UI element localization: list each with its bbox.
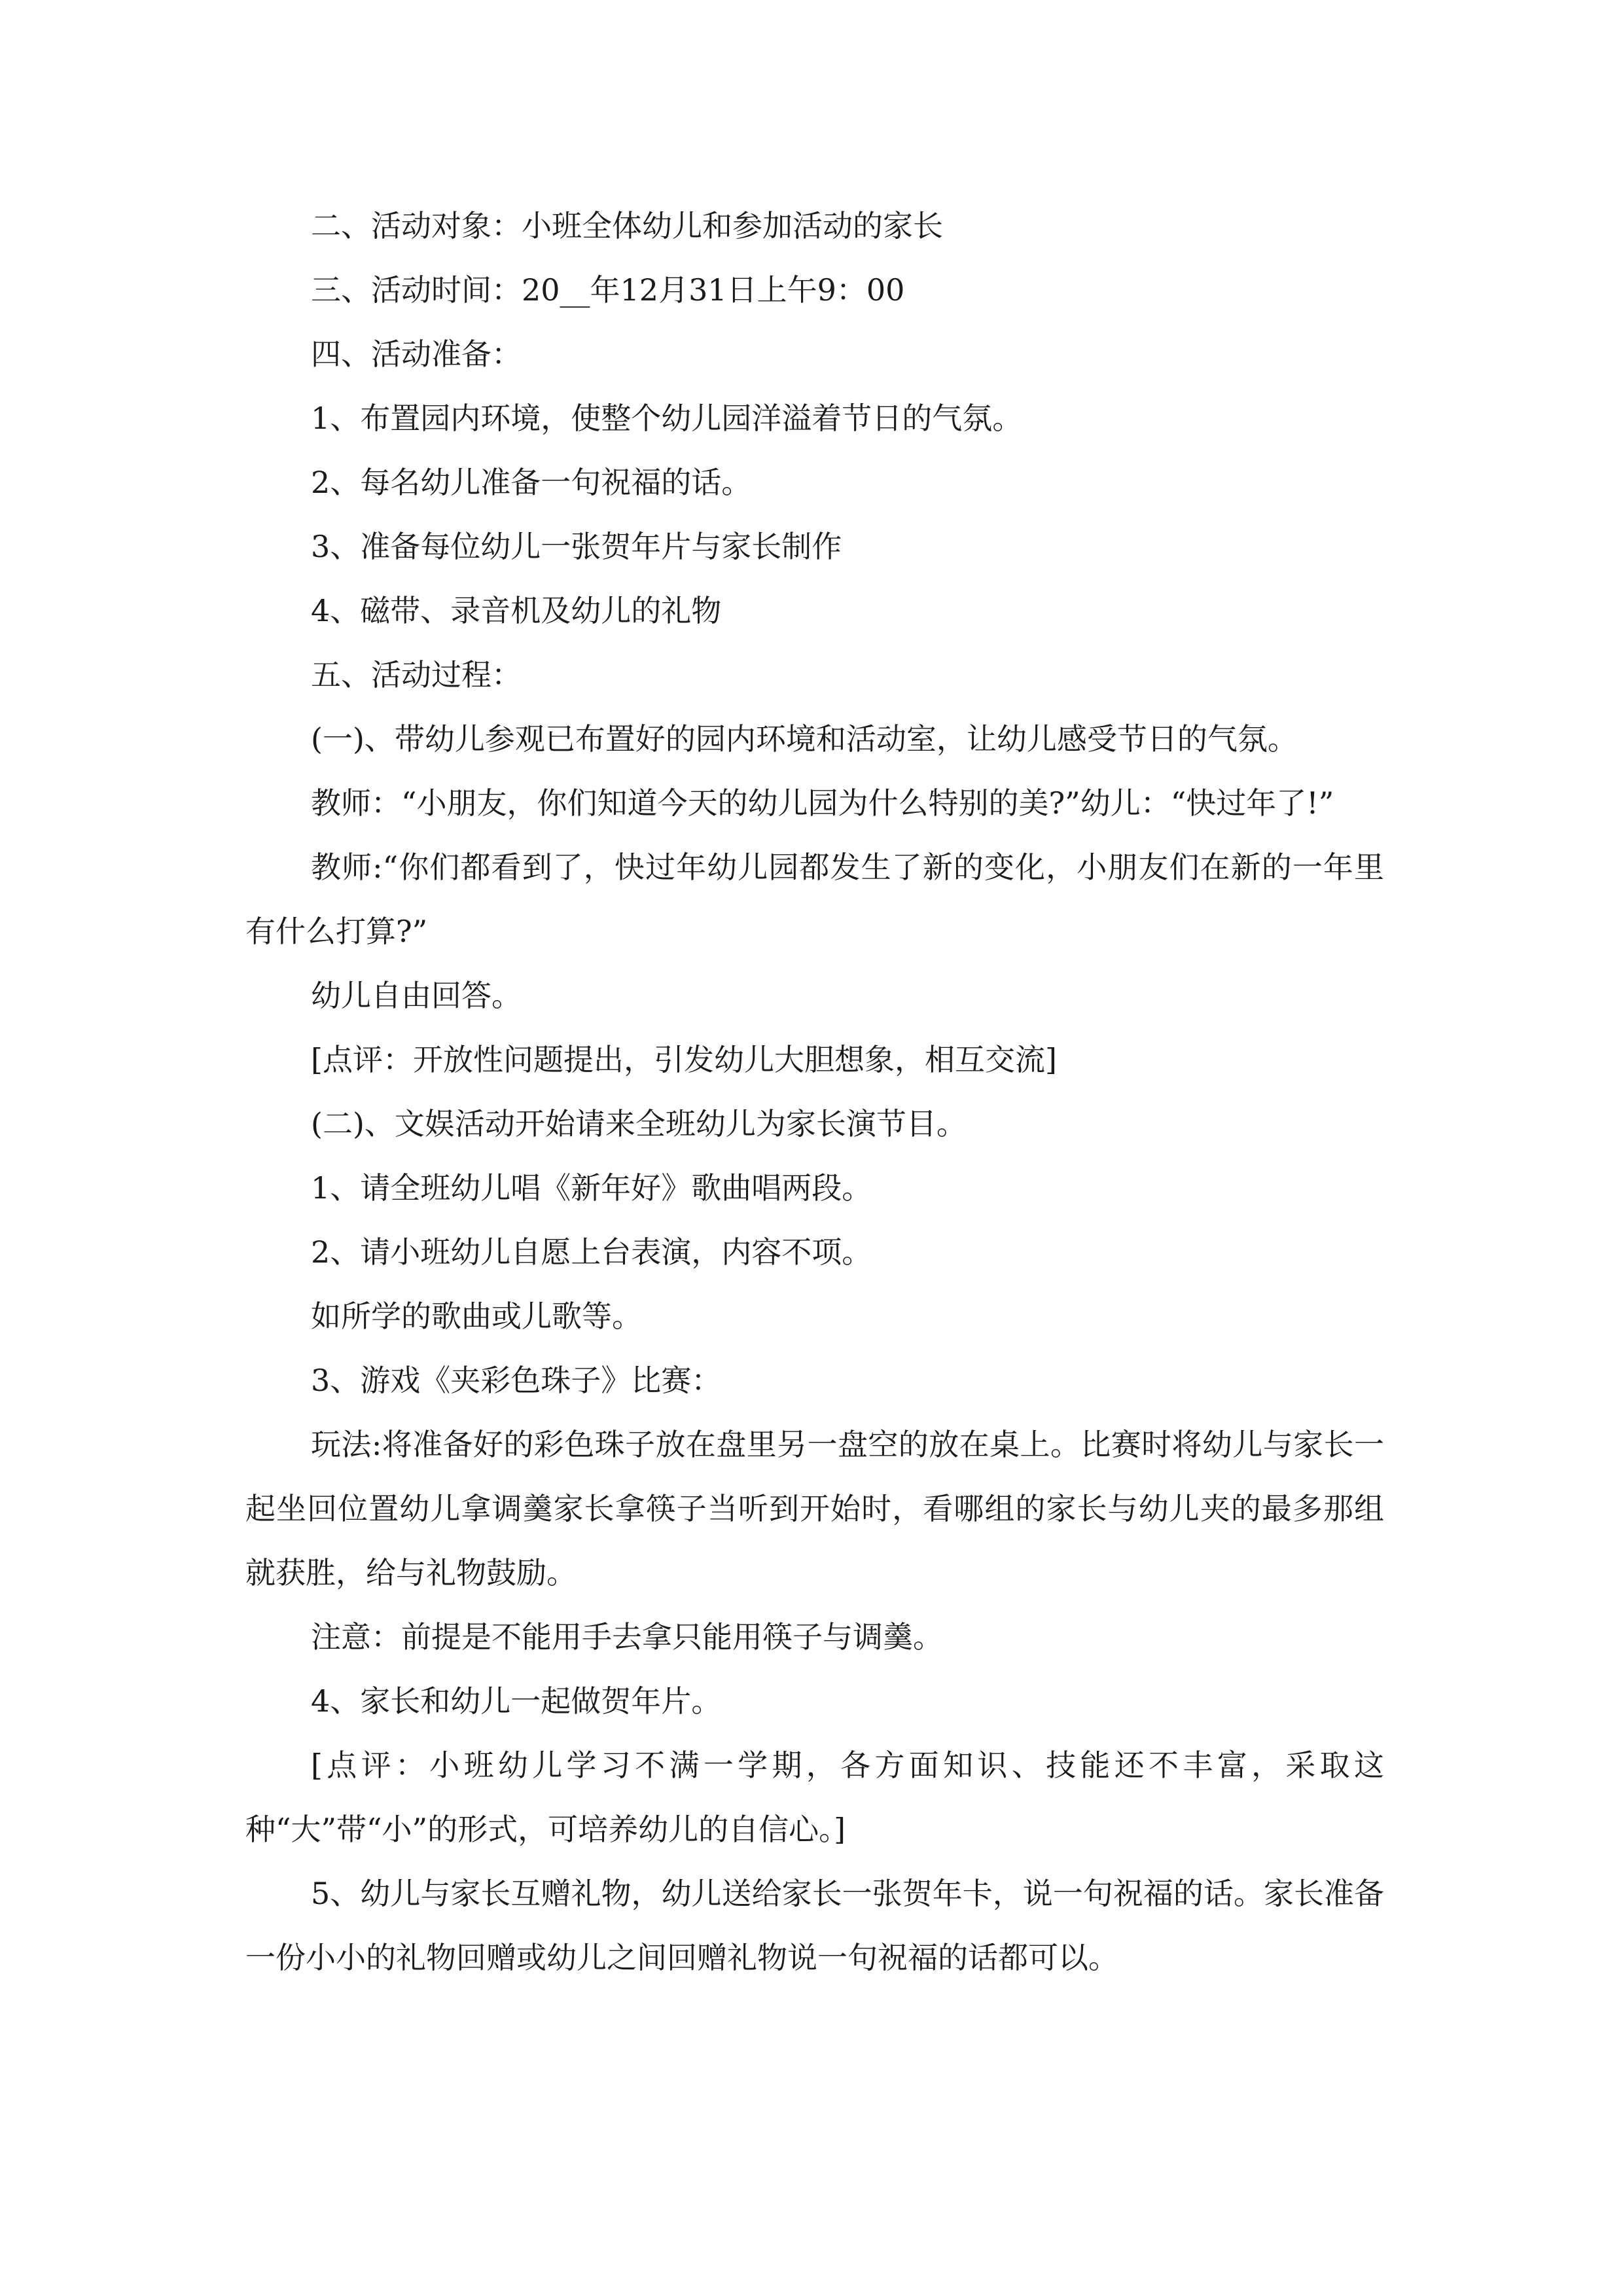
- paragraph-preparation-3: 3、准备每位幼儿一张贺年片与家长制作: [311, 529, 842, 564]
- paragraph-preparation-2: 2、每名幼儿准备一句祝福的话。: [311, 465, 752, 500]
- paragraph-game-title: 3、游戏《夹彩色珠子》比赛：: [311, 1363, 722, 1398]
- paragraph-program-2: 2、请小班幼儿自愿上台表演，内容不项。: [311, 1234, 872, 1270]
- paragraph-comment-2: [点评：小班幼儿学习不满一学期，各方面知识、技能还不丰富，采取这种“大”带“小”的形式，可培养幼儿的自信心。]: [245, 1748, 1384, 1847]
- paragraph-game-note: 注意：前提是不能用手去拿只能用筷子与调羹。: [311, 1619, 943, 1655]
- paragraph-activity-target: 二、活动对象：小班全体幼儿和参加活动的家长: [311, 208, 943, 243]
- paragraph-process-part-1: (一)、带幼儿参观已布置好的园内环境和活动室，让幼儿感受节日的气氛。: [311, 721, 1298, 757]
- paragraph-game-rules: 玩法:将准备好的彩色珠子放在盘里另一盘空的放在桌上。比赛时将幼儿与家长一起坐回位置幼儿拿调羹家长拿筷子当听到开始时，看哪组的家长与幼儿夹的最多那组就获胜，给与礼物鼓励。: [245, 1427, 1384, 1590]
- paragraph-gift-exchange: 5、幼儿与家长互赠礼物，幼儿送给家长一张贺年卡，说一句祝福的话。家长准备一份小小的礼物回赠或幼儿之间回赠礼物说一句祝福的话都可以。: [245, 1876, 1384, 1975]
- paragraph-children-answer: 幼儿自由回答。: [311, 978, 522, 1013]
- paragraph-program-2-note: 如所学的歌曲或儿歌等。: [311, 1299, 642, 1334]
- paragraph-process-heading: 五、活动过程：: [311, 657, 522, 692]
- paragraph-preparation-1: 1、布置园内环境，使整个幼儿园洋溢着节日的气氛。: [311, 401, 1023, 436]
- document-body: [245, 194, 1384, 1990]
- paragraph-comment-1: [点评：开放性问题提出，引发幼儿大胆想象，相互交流]: [311, 1042, 1057, 1077]
- paragraph-preparation-4: 4、磁带、录音机及幼儿的礼物: [311, 593, 722, 628]
- paragraph-teacher-question-1: 教师：“小朋友，你们知道今天的幼儿园为什么特别的美?”幼儿：“快过年了!”: [311, 785, 1334, 821]
- paragraph-process-part-2: (二)、文娱活动开始请来全班幼儿为家长演节目。: [311, 1106, 967, 1141]
- paragraph-activity-time: 三、活动时间：20__年12月31日上午9：00: [311, 272, 905, 308]
- paragraph-program-1: 1、请全班幼儿唱《新年好》歌曲唱两段。: [311, 1170, 872, 1206]
- paragraph-preparation-heading: 四、活动准备：: [311, 336, 522, 372]
- paragraph-teacher-question-2: 教师:“你们都看到了，快过年幼儿园都发生了新的变化，小朋友们在新的一年里有什么打算?”: [245, 850, 1384, 949]
- paragraph-card-making: 4、家长和幼儿一起做贺年片。: [311, 1683, 722, 1719]
